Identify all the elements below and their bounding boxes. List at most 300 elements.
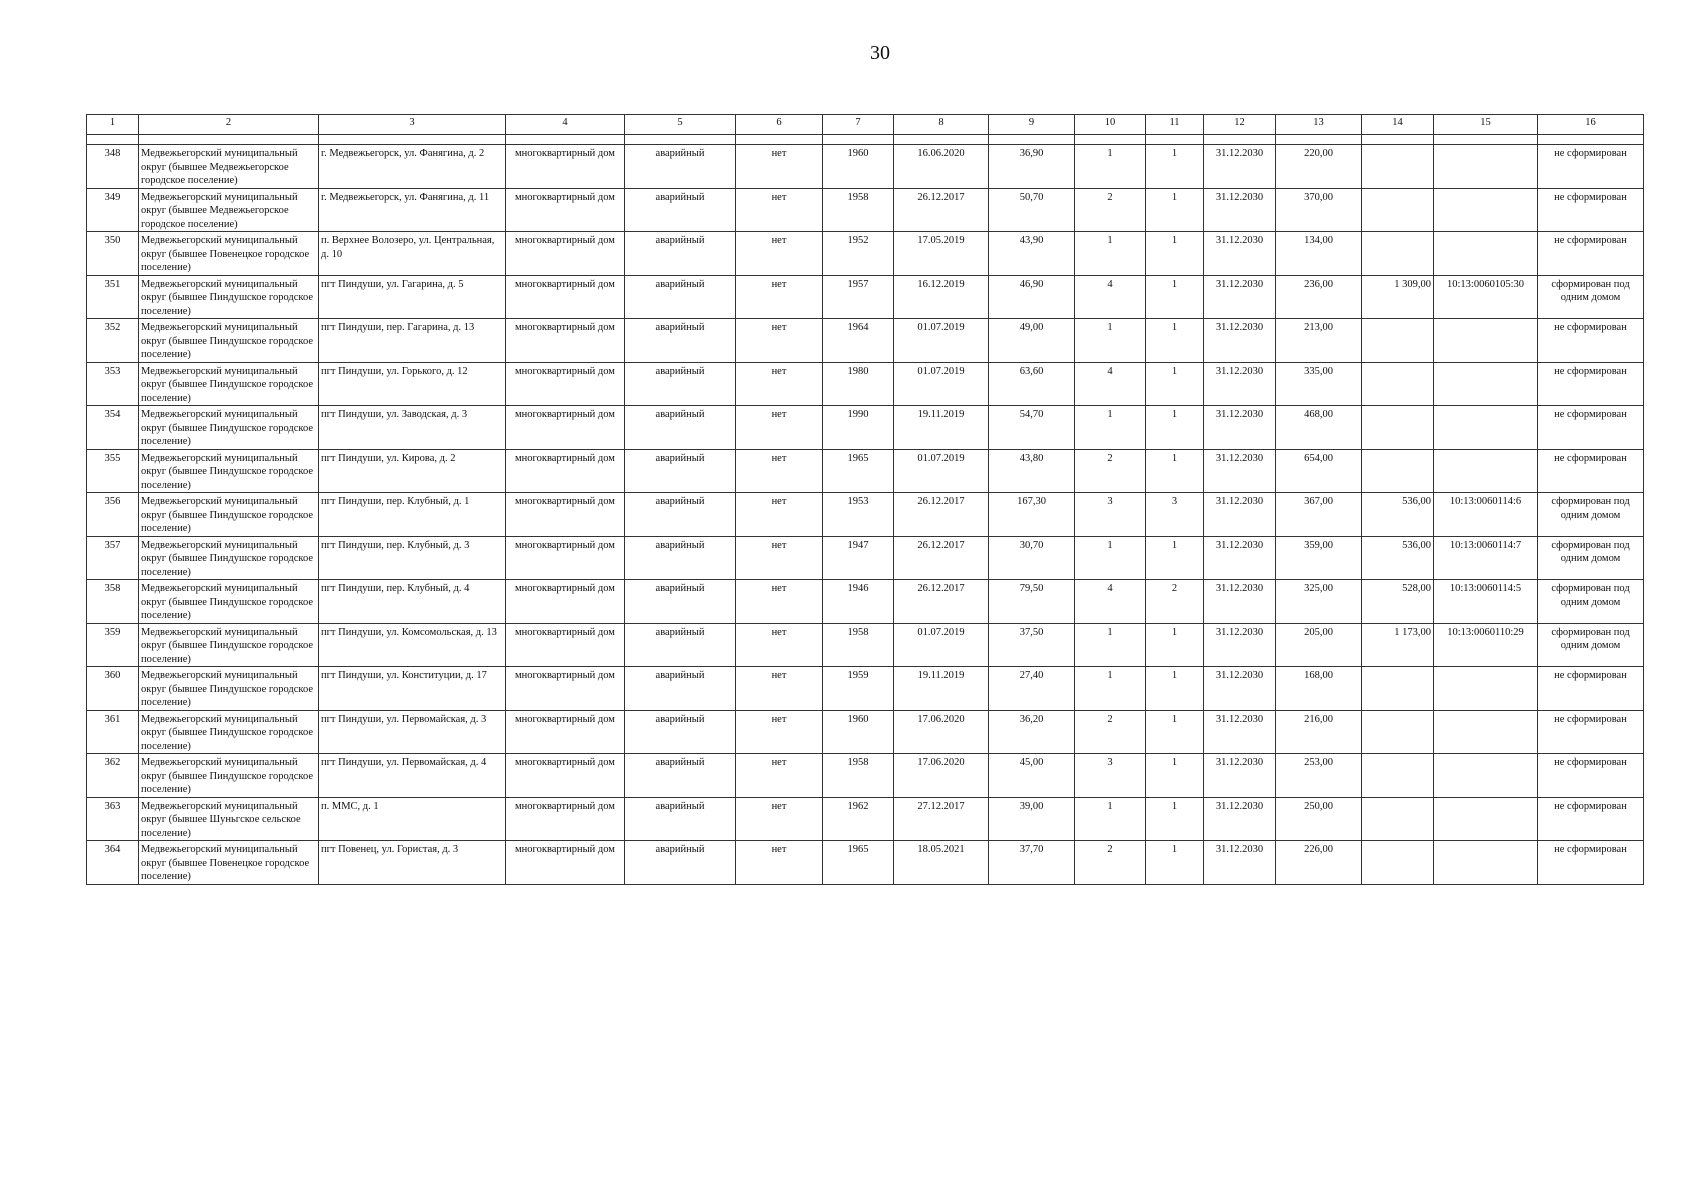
cell-land-area [1362,145,1434,189]
table-row [87,493,1644,537]
cell-row-number: 355 [87,449,139,493]
cell-land-area [1362,406,1434,450]
cell-land-area: 1 173,00 [1362,623,1434,667]
cell-address: п. ММС, д. 1 [319,797,506,841]
cell-year-built: 1957 [823,275,894,319]
cell-residents: 1 [1075,145,1146,189]
cell-date: 01.07.2019 [894,449,989,493]
cell-flag: нет [736,623,823,667]
cell-cadastral-number [1434,145,1538,189]
cell-date: 26.12.2017 [894,536,989,580]
cell-area: 63,60 [989,362,1075,406]
cell-flag: нет [736,493,823,537]
cell-land-status: не сформирован [1538,319,1644,363]
cell-year-built: 1958 [823,754,894,798]
cell-flag: нет [736,841,823,885]
cell-building-type: многоквартирный дом [506,623,625,667]
cell-cost: 468,00 [1276,406,1362,450]
cell-flag: нет [736,145,823,189]
cell-area: 79,50 [989,580,1075,624]
cell-area: 46,90 [989,275,1075,319]
cell-land-status: не сформирован [1538,449,1644,493]
cell-land-area [1362,754,1434,798]
cell-row-number: 356 [87,493,139,537]
cell-land-status: сформирован под одним домом [1538,275,1644,319]
cell-row-number: 354 [87,406,139,450]
cell-municipality: Медвежьегорский муниципальный округ (бывшее Медвежьегорское городское поселение) [139,145,319,189]
column-header-2: 2 [139,115,319,135]
cell-date: 18.05.2021 [894,841,989,885]
table-row [87,710,1644,754]
cell-municipality: Медвежьегорский муниципальный округ (бывшее Пиндушское городское поселение) [139,667,319,711]
cell-address: пгт Пиндуши, пер. Клубный, д. 3 [319,536,506,580]
cell-building-type: многоквартирный дом [506,188,625,232]
cell-municipality: Медвежьегорский муниципальный округ (бывшее Пиндушское городское поселение) [139,580,319,624]
cell-flag: нет [736,754,823,798]
cell-land-area [1362,449,1434,493]
cell-flag: нет [736,580,823,624]
cell-deadline: 31.12.2030 [1204,667,1276,711]
table-row [87,406,1644,450]
cell-cost: 236,00 [1276,275,1362,319]
cell-building-type: многоквартирный дом [506,449,625,493]
table-row [87,623,1644,667]
table-row [87,362,1644,406]
cell-deadline: 31.12.2030 [1204,188,1276,232]
cell-condition: аварийный [625,841,736,885]
cell-year-built: 1960 [823,145,894,189]
cell-flag: нет [736,536,823,580]
cell-units: 1 [1146,667,1204,711]
cell-municipality: Медвежьегорский муниципальный округ (бывшее Шуньгское сельское поселение) [139,797,319,841]
cell-year-built: 1946 [823,580,894,624]
spacer-cell [87,135,139,145]
cell-municipality: Медвежьегорский муниципальный округ (бывшее Пиндушское городское поселение) [139,493,319,537]
cell-land-area: 528,00 [1362,580,1434,624]
cell-land-status: сформирован под одним домом [1538,623,1644,667]
cell-flag: нет [736,710,823,754]
cell-cost: 216,00 [1276,710,1362,754]
cell-cadastral-number [1434,449,1538,493]
cell-units: 1 [1146,797,1204,841]
table-row [87,667,1644,711]
cell-land-status: не сформирован [1538,188,1644,232]
cell-deadline: 31.12.2030 [1204,275,1276,319]
cell-flag: нет [736,275,823,319]
cell-cost: 226,00 [1276,841,1362,885]
cell-municipality: Медвежьегорский муниципальный округ (бывшее Пиндушское городское поселение) [139,362,319,406]
cell-address: пгт Пиндуши, ул. Конституции, д. 17 [319,667,506,711]
cell-flag: нет [736,797,823,841]
cell-units: 1 [1146,623,1204,667]
cell-year-built: 1958 [823,623,894,667]
cell-land-area [1362,319,1434,363]
table-row [87,188,1644,232]
cell-row-number: 364 [87,841,139,885]
cell-condition: аварийный [625,362,736,406]
cell-municipality: Медвежьегорский муниципальный округ (бывшее Пиндушское городское поселение) [139,406,319,450]
cell-units: 3 [1146,493,1204,537]
cell-residents: 1 [1075,623,1146,667]
cell-flag: нет [736,232,823,276]
cell-deadline: 31.12.2030 [1204,362,1276,406]
cell-land-area: 536,00 [1362,536,1434,580]
cell-cost: 250,00 [1276,797,1362,841]
cell-row-number: 358 [87,580,139,624]
cell-row-number: 362 [87,754,139,798]
cell-date: 16.06.2020 [894,145,989,189]
cell-cadastral-number: 10:13:0060114:5 [1434,580,1538,624]
cell-municipality: Медвежьегорский муниципальный округ (бывшее Пиндушское городское поселение) [139,754,319,798]
cell-building-type: многоквартирный дом [506,667,625,711]
cell-residents: 1 [1075,797,1146,841]
cell-municipality: Медвежьегорский муниципальный округ (бывшее Пиндушское городское поселение) [139,449,319,493]
cell-area: 43,90 [989,232,1075,276]
cell-cost: 367,00 [1276,493,1362,537]
cell-residents: 2 [1075,449,1146,493]
cell-area: 37,70 [989,841,1075,885]
cell-cost: 134,00 [1276,232,1362,276]
cell-year-built: 1947 [823,536,894,580]
cell-residents: 4 [1075,362,1146,406]
table-row [87,319,1644,363]
cell-deadline: 31.12.2030 [1204,536,1276,580]
cell-residents: 2 [1075,188,1146,232]
cell-year-built: 1980 [823,362,894,406]
cell-condition: аварийный [625,667,736,711]
cell-residents: 3 [1075,493,1146,537]
spacer-cell [319,135,506,145]
cell-row-number: 348 [87,145,139,189]
spacer-cell [894,135,989,145]
cell-year-built: 1959 [823,667,894,711]
cell-cadastral-number [1434,841,1538,885]
cell-deadline: 31.12.2030 [1204,493,1276,537]
table-row [87,275,1644,319]
cell-land-area: 1 309,00 [1362,275,1434,319]
cell-cost: 253,00 [1276,754,1362,798]
cell-land-status: сформирован под одним домом [1538,580,1644,624]
cell-residents: 2 [1075,841,1146,885]
cell-address: пгт Пиндуши, ул. Комсомольская, д. 13 [319,623,506,667]
cell-residents: 1 [1075,319,1146,363]
cell-residents: 1 [1075,232,1146,276]
cell-municipality: Медвежьегорский муниципальный округ (бывшее Пиндушское городское поселение) [139,536,319,580]
column-header-8: 8 [894,115,989,135]
cell-deadline: 31.12.2030 [1204,623,1276,667]
spacer-cell [1362,135,1434,145]
cell-building-type: многоквартирный дом [506,841,625,885]
cell-flag: нет [736,667,823,711]
cell-flag: нет [736,319,823,363]
cell-cadastral-number: 10:13:0060110:29 [1434,623,1538,667]
cell-cost: 213,00 [1276,319,1362,363]
cell-row-number: 351 [87,275,139,319]
cell-address: г. Медвежьегорск, ул. Фанягина, д. 2 [319,145,506,189]
cell-building-type: многоквартирный дом [506,362,625,406]
cell-address: пгт Пиндуши, ул. Кирова, д. 2 [319,449,506,493]
column-header-13: 13 [1276,115,1362,135]
cell-condition: аварийный [625,232,736,276]
cell-cadastral-number [1434,710,1538,754]
cell-land-area: 536,00 [1362,493,1434,537]
column-header-14: 14 [1362,115,1434,135]
cell-date: 26.12.2017 [894,493,989,537]
column-header-16: 16 [1538,115,1644,135]
cell-land-status: не сформирован [1538,145,1644,189]
cell-row-number: 350 [87,232,139,276]
spacer-cell [989,135,1075,145]
column-header-7: 7 [823,115,894,135]
cell-deadline: 31.12.2030 [1204,319,1276,363]
cell-building-type: многоквартирный дом [506,580,625,624]
cell-municipality: Медвежьегорский муниципальный округ (бывшее Пиндушское городское поселение) [139,275,319,319]
table-row [87,754,1644,798]
cell-row-number: 357 [87,536,139,580]
table-row [87,232,1644,276]
cell-condition: аварийный [625,145,736,189]
cell-area: 37,50 [989,623,1075,667]
cell-cadastral-number [1434,232,1538,276]
cell-address: пгт Пиндуши, пер. Клубный, д. 4 [319,580,506,624]
cell-address: пгт Пиндуши, ул. Первомайская, д. 3 [319,710,506,754]
spacer-cell [1146,135,1204,145]
cell-address: пгт Повенец, ул. Гористая, д. 3 [319,841,506,885]
cell-condition: аварийный [625,754,736,798]
cell-land-area [1362,667,1434,711]
spacer-cell [736,135,823,145]
cell-units: 1 [1146,754,1204,798]
cell-municipality: Медвежьегорский муниципальный округ (бывшее Повенецкое городское поселение) [139,232,319,276]
cell-units: 1 [1146,710,1204,754]
cell-date: 17.05.2019 [894,232,989,276]
cell-year-built: 1964 [823,319,894,363]
column-header-11: 11 [1146,115,1204,135]
cell-units: 2 [1146,580,1204,624]
table-row [87,145,1644,189]
cell-deadline: 31.12.2030 [1204,406,1276,450]
cell-date: 17.06.2020 [894,710,989,754]
cell-building-type: многоквартирный дом [506,145,625,189]
header-row [87,115,1644,135]
cell-condition: аварийный [625,710,736,754]
cell-condition: аварийный [625,623,736,667]
column-header-5: 5 [625,115,736,135]
cell-year-built: 1953 [823,493,894,537]
cell-residents: 4 [1075,580,1146,624]
cell-deadline: 31.12.2030 [1204,710,1276,754]
table-row [87,580,1644,624]
cell-area: 49,00 [989,319,1075,363]
cell-units: 1 [1146,275,1204,319]
column-header-4: 4 [506,115,625,135]
cell-cadastral-number: 10:13:0060105:30 [1434,275,1538,319]
cell-date: 26.12.2017 [894,188,989,232]
cell-address: пгт Пиндуши, ул. Горького, д. 12 [319,362,506,406]
cell-units: 1 [1146,536,1204,580]
cell-units: 1 [1146,145,1204,189]
cell-land-status: не сформирован [1538,406,1644,450]
cell-date: 26.12.2017 [894,580,989,624]
cell-building-type: многоквартирный дом [506,536,625,580]
spacer-cell [625,135,736,145]
cell-municipality: Медвежьегорский муниципальный округ (бывшее Повенецкое городское поселение) [139,841,319,885]
cell-land-area [1362,232,1434,276]
cell-date: 01.07.2019 [894,319,989,363]
cell-deadline: 31.12.2030 [1204,797,1276,841]
cell-land-status: не сформирован [1538,754,1644,798]
cell-row-number: 359 [87,623,139,667]
cell-land-area [1362,797,1434,841]
column-header-10: 10 [1075,115,1146,135]
cell-cadastral-number [1434,797,1538,841]
cell-land-status: не сформирован [1538,667,1644,711]
spacer-cell [1276,135,1362,145]
cell-year-built: 1990 [823,406,894,450]
cell-area: 27,40 [989,667,1075,711]
table-row [87,536,1644,580]
cell-row-number: 353 [87,362,139,406]
cell-residents: 4 [1075,275,1146,319]
cell-building-type: многоквартирный дом [506,797,625,841]
cell-cost: 168,00 [1276,667,1362,711]
cell-municipality: Медвежьегорский муниципальный округ (бывшее Пиндушское городское поселение) [139,319,319,363]
cell-area: 36,20 [989,710,1075,754]
page-number: 30 [870,42,890,64]
cell-land-status: сформирован под одним домом [1538,493,1644,537]
cell-address: п. Верхнее Волозеро, ул. Центральная, д. 10 [319,232,506,276]
cell-year-built: 1965 [823,841,894,885]
cell-land-area [1362,841,1434,885]
cell-date: 17.06.2020 [894,754,989,798]
cell-year-built: 1958 [823,188,894,232]
spacer-row [87,135,1644,145]
column-header-12: 12 [1204,115,1276,135]
cell-year-built: 1952 [823,232,894,276]
cell-residents: 1 [1075,536,1146,580]
cell-deadline: 31.12.2030 [1204,232,1276,276]
housing-table [86,114,1644,885]
cell-condition: аварийный [625,493,736,537]
cell-date: 19.11.2019 [894,667,989,711]
cell-flag: нет [736,406,823,450]
column-header-15: 15 [1434,115,1538,135]
cell-area: 45,00 [989,754,1075,798]
cell-land-status: не сформирован [1538,841,1644,885]
cell-address: пгт Пиндуши, ул. Первомайская, д. 4 [319,754,506,798]
cell-building-type: многоквартирный дом [506,710,625,754]
cell-municipality: Медвежьегорский муниципальный округ (бывшее Пиндушское городское поселение) [139,710,319,754]
cell-area: 167,30 [989,493,1075,537]
cell-cadastral-number [1434,319,1538,363]
cell-condition: аварийный [625,188,736,232]
cell-address: пгт Пиндуши, ул. Заводская, д. 3 [319,406,506,450]
cell-building-type: многоквартирный дом [506,319,625,363]
cell-cost: 325,00 [1276,580,1362,624]
column-header-6: 6 [736,115,823,135]
cell-units: 1 [1146,232,1204,276]
cell-condition: аварийный [625,406,736,450]
table-row [87,841,1644,885]
cell-land-area [1362,362,1434,406]
cell-year-built: 1962 [823,797,894,841]
cell-year-built: 1965 [823,449,894,493]
cell-land-status: не сформирован [1538,232,1644,276]
cell-row-number: 360 [87,667,139,711]
cell-cadastral-number [1434,667,1538,711]
cell-address: пгт Пиндуши, ул. Гагарина, д. 5 [319,275,506,319]
cell-address: пгт Пиндуши, пер. Клубный, д. 1 [319,493,506,537]
cell-area: 50,70 [989,188,1075,232]
cell-flag: нет [736,449,823,493]
cell-units: 1 [1146,449,1204,493]
cell-residents: 1 [1075,667,1146,711]
spacer-cell [506,135,625,145]
cell-cost: 359,00 [1276,536,1362,580]
cell-area: 39,00 [989,797,1075,841]
cell-land-status: не сформирован [1538,362,1644,406]
cell-units: 1 [1146,188,1204,232]
cell-cost: 205,00 [1276,623,1362,667]
cell-area: 54,70 [989,406,1075,450]
cell-land-status: не сформирован [1538,710,1644,754]
cell-condition: аварийный [625,536,736,580]
cell-deadline: 31.12.2030 [1204,754,1276,798]
cell-cadastral-number [1434,188,1538,232]
cell-date: 16.12.2019 [894,275,989,319]
column-header-9: 9 [989,115,1075,135]
cell-building-type: многоквартирный дом [506,232,625,276]
cell-cadastral-number: 10:13:0060114:6 [1434,493,1538,537]
cell-land-area [1362,188,1434,232]
cell-residents: 2 [1075,710,1146,754]
cell-building-type: многоквартирный дом [506,406,625,450]
cell-cost: 335,00 [1276,362,1362,406]
cell-units: 1 [1146,841,1204,885]
spacer-cell [1538,135,1644,145]
cell-address: пгт Пиндуши, пер. Гагарина, д. 13 [319,319,506,363]
spacer-cell [139,135,319,145]
cell-land-status: не сформирован [1538,797,1644,841]
cell-cadastral-number [1434,406,1538,450]
cell-condition: аварийный [625,449,736,493]
spacer-cell [823,135,894,145]
cell-condition: аварийный [625,275,736,319]
cell-deadline: 31.12.2030 [1204,841,1276,885]
cell-building-type: многоквартирный дом [506,754,625,798]
cell-cadastral-number: 10:13:0060114:7 [1434,536,1538,580]
cell-deadline: 31.12.2030 [1204,580,1276,624]
cell-cost: 654,00 [1276,449,1362,493]
cell-date: 01.07.2019 [894,623,989,667]
cell-cost: 220,00 [1276,145,1362,189]
cell-address: г. Медвежьегорск, ул. Фанягина, д. 11 [319,188,506,232]
cell-municipality: Медвежьегорский муниципальный округ (бывшее Пиндушское городское поселение) [139,623,319,667]
cell-units: 1 [1146,406,1204,450]
cell-units: 1 [1146,362,1204,406]
cell-municipality: Медвежьегорский муниципальный округ (бывшее Медвежьегорское городское поселение) [139,188,319,232]
cell-land-area [1362,710,1434,754]
column-header-1: 1 [87,115,139,135]
cell-row-number: 361 [87,710,139,754]
cell-area: 30,70 [989,536,1075,580]
cell-row-number: 349 [87,188,139,232]
cell-building-type: многоквартирный дом [506,275,625,319]
cell-land-status: сформирован под одним домом [1538,536,1644,580]
cell-row-number: 363 [87,797,139,841]
cell-deadline: 31.12.2030 [1204,145,1276,189]
cell-row-number: 352 [87,319,139,363]
